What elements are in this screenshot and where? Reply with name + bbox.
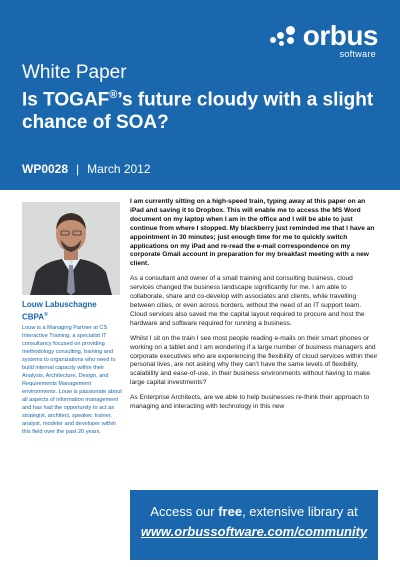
page-title: Is TOGAF®’s future cloudy with a slight chance of SOA? xyxy=(22,89,374,134)
cta-text: Access our free, extensive library at xyxy=(150,504,358,519)
header-banner xyxy=(0,0,400,190)
body-paragraph-2: As a consultant and owner of a small training and consulting business, cloud services changed the business landscape significantly for me. I am able to collaborate, share and co-develop with associates and clients, while travelling between cities, or even across borders, without the need of an IT support team. Cloud services also saved me the capital layout required to procure and host the hardware and software required for running a business. xyxy=(130,275,365,327)
author-bio-block xyxy=(22,300,122,436)
body-paragraph-4: As Enterprise Architects, are we able to help businesses re-think their approach to managing and interacting with technology in this new xyxy=(130,394,370,411)
author-name: Louw Labuschagne CBPA® xyxy=(22,300,97,322)
document-meta xyxy=(22,162,151,176)
community-banner xyxy=(130,490,378,560)
community-link[interactable]: www.orbussoftware.com/community xyxy=(140,524,368,539)
author-photo xyxy=(22,202,120,295)
document-date: March 2012 xyxy=(87,162,151,176)
orbus-logo[interactable] xyxy=(270,22,378,59)
author-portrait-icon xyxy=(22,202,120,295)
logo-wordmark: orbus xyxy=(302,20,378,51)
author-bio: Louw is a Managing Partner at CS Interactive Training, a specialist IT consultancy focused on providing methodology consulting, training and systems to organizations who need to build internal capacity within their Analysis, Architecture, Design, and Requirements Management environments. Louw is passionate about all aspects of information management and has had the opportunity to act as strategist, architect, speaker, trainer, analyst, modeler and developer within this field over the past 20 years. xyxy=(22,324,122,435)
lead-paragraph: I am currently sitting on a high-speed train, typing away at this paper on an iPad and saving it to Dropbox. This will enable me to access the MS Word document on my laptop when I am in the office and I will be able to just continue from where I stopped. My blackberry just reminded me that I have an appointment in 30 minutes; just enough time for me to quickly switch applications on my iPad and re-read the e-mail correspondence on my corporate Gmail account in preparation for my breakfast meeting with a new client. xyxy=(130,198,375,268)
body-paragraph-3: Whilst I sit on the train I see most people reading e-mails on their smart phones or working on a tablet and I am wondering if a large number of business managers and corporate executives who are experiencing the flexibility of cloud services within their personal lives, are not asking why they can’t have the same levels of flexibility, scalability and ease-of-use, in their business environments without having to make large capital investments? xyxy=(130,334,378,387)
meta-separator: | xyxy=(76,162,80,176)
document-type: White Paper xyxy=(22,62,127,83)
logo-subtitle: software xyxy=(339,49,376,59)
document-id: WP0028 xyxy=(22,162,69,176)
article-body xyxy=(130,198,378,418)
orbus-dots-icon xyxy=(270,24,300,48)
